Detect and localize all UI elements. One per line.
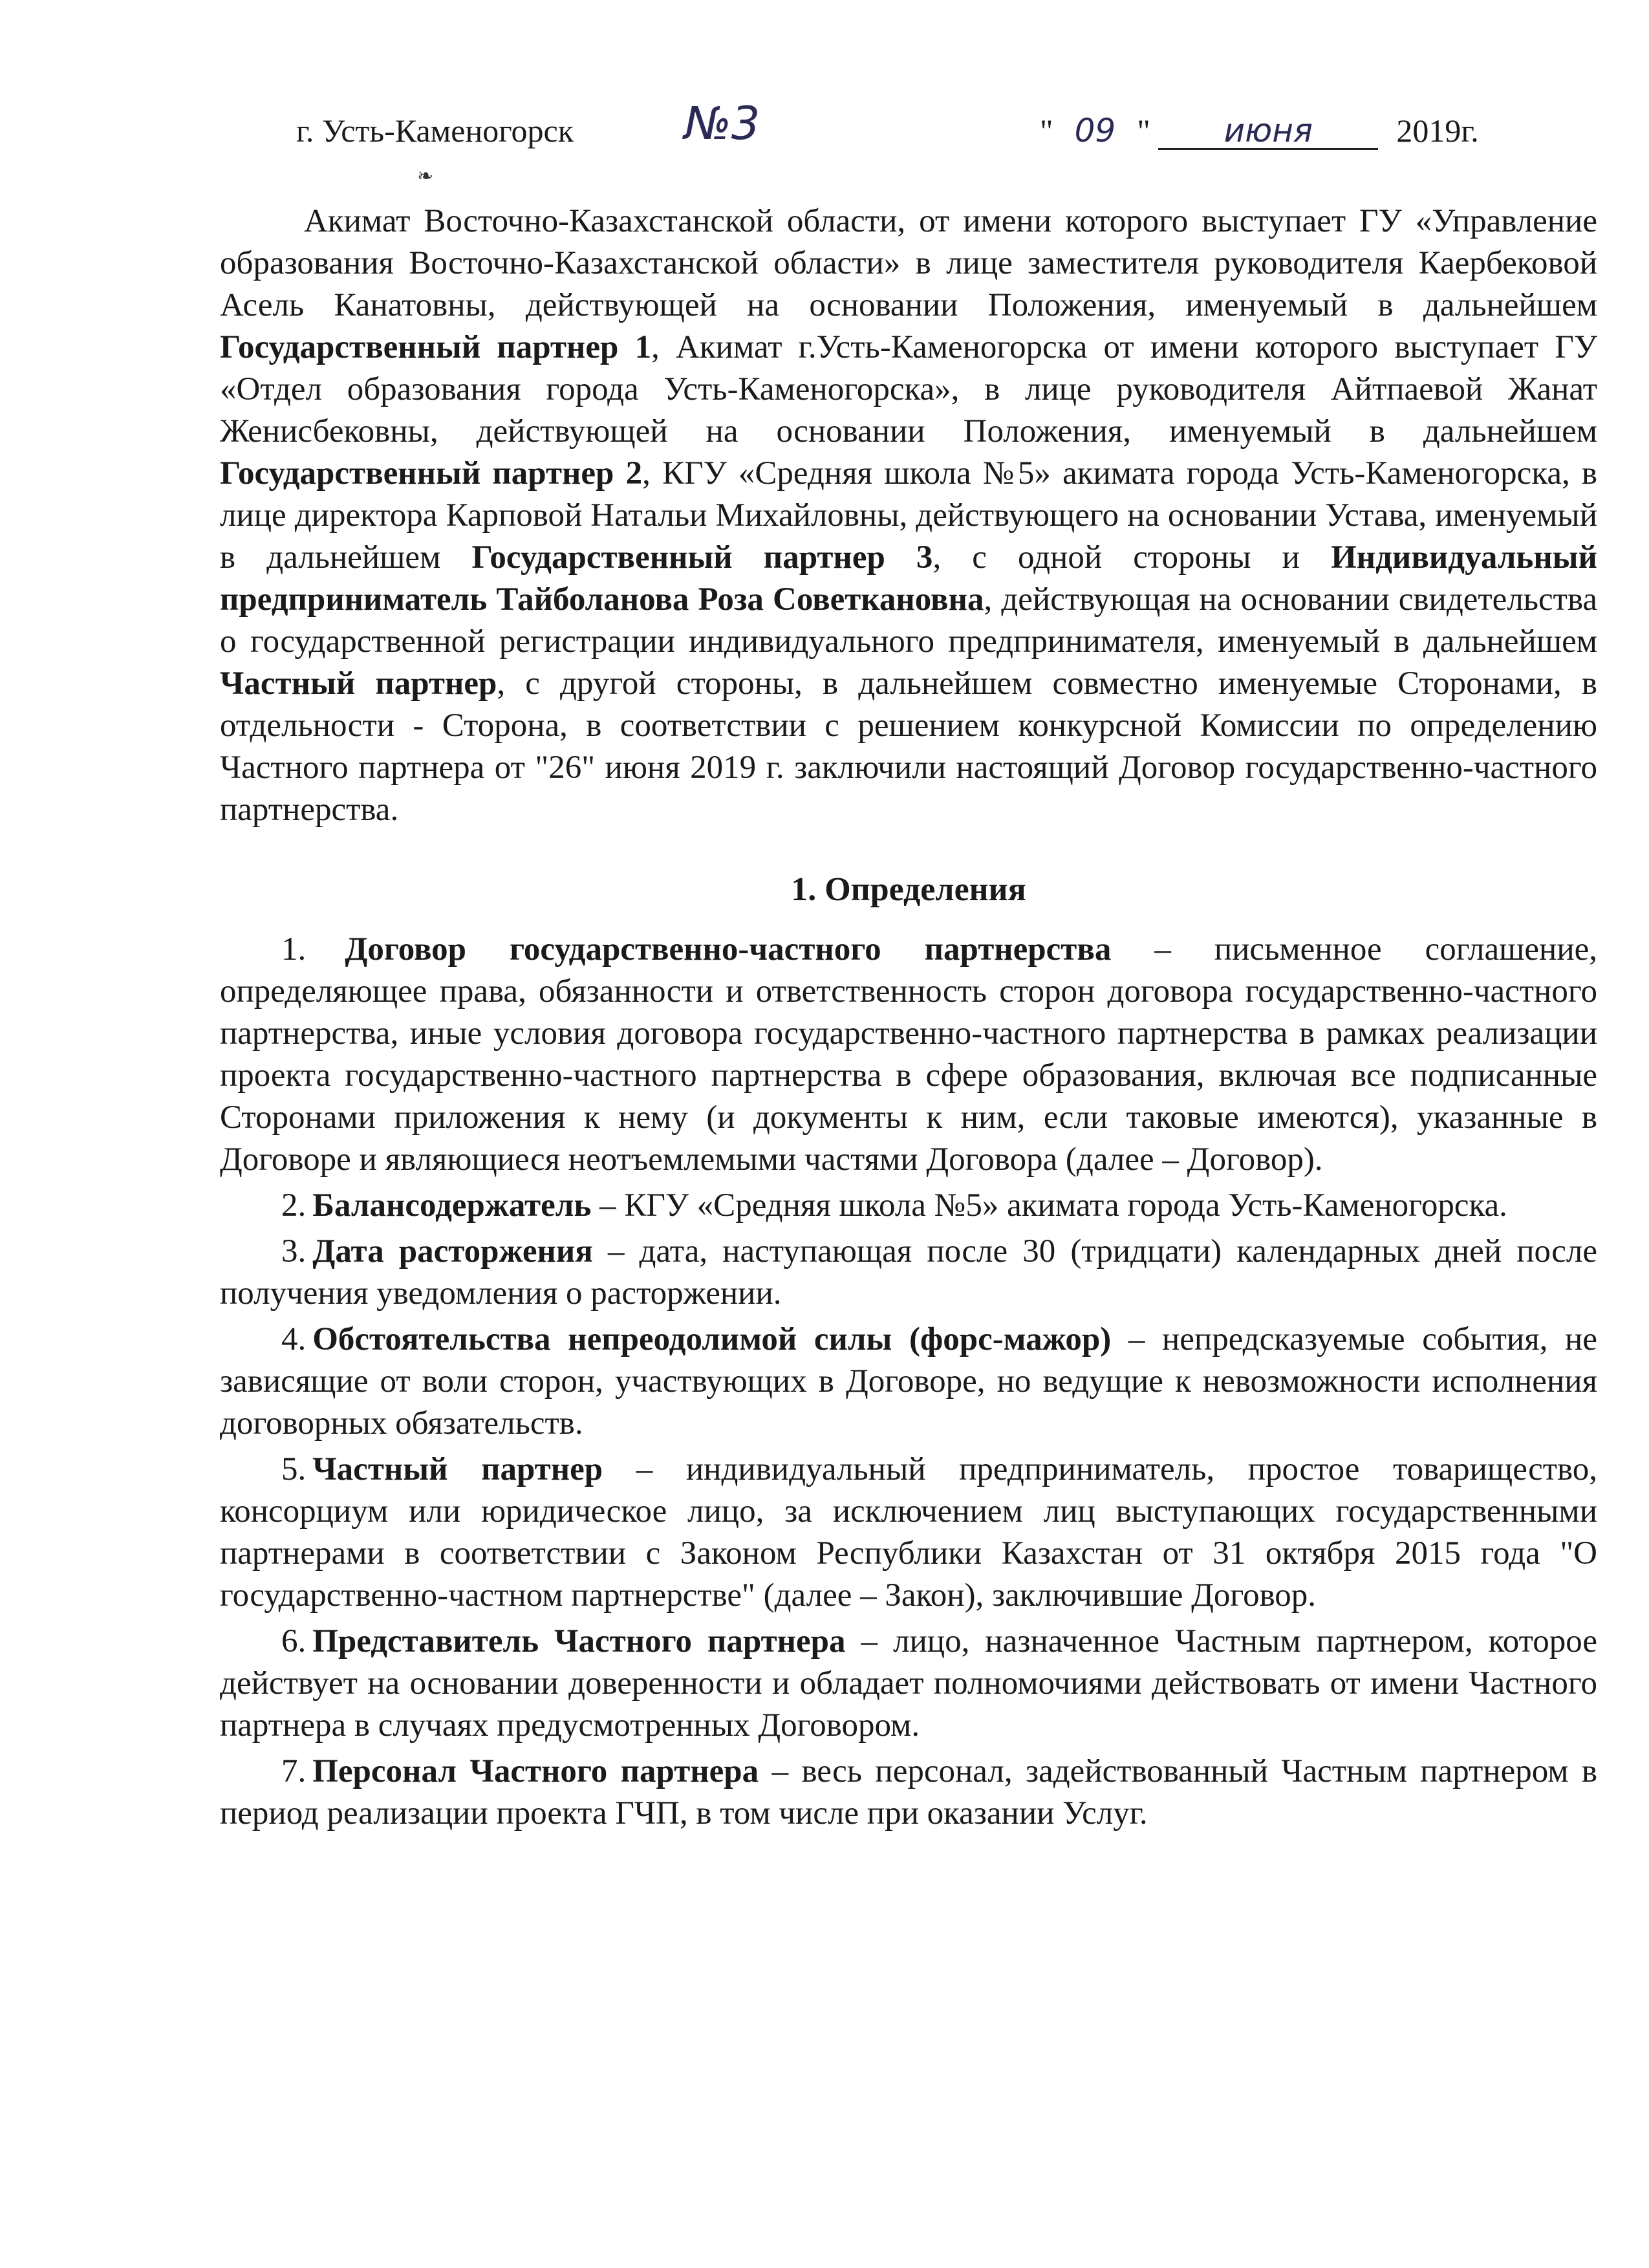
definition-term: Персонал Частного партнера xyxy=(312,1753,759,1789)
definition-item xyxy=(220,1319,1597,1445)
definition-item xyxy=(220,1621,1597,1747)
document-header xyxy=(296,97,1480,171)
party-term: Индивидуальный предприниматель Тайболанова Роза Советкановна xyxy=(220,539,1597,618)
definition-number: 4. xyxy=(281,1321,307,1357)
preamble-text: , действующая на основании свидетельства о государственной регистрации индивидуального предпринимателя, именуемый в дальнейшем xyxy=(220,581,1597,660)
handwritten-document-number: №3 xyxy=(684,97,760,150)
definition-text: – индивидуальный предприниматель, простое товарищество, консорциум или юридическое лицо, за исключением лиц выступающих государственными партнерами в соответствии с Законом Республики Казахстан от 31 октября 2015 года "О государственно-частном партнерстве" (далее – Закон), заключившие Договор. xyxy=(220,1451,1598,1614)
definition-term: Частный партнер xyxy=(312,1451,603,1487)
preamble-text: Акимат Восточно-Казахстанской области, от имени которого выступает ГУ «Управление образования Восточно-Казахстанской области» в лице заместителя руководителя Каербековой Асель Канатовны, действующей на основании Положения, именуемый в дальнейшем xyxy=(220,203,1597,323)
definition-term: Договор государственно-частного партнерства xyxy=(345,931,1112,967)
definition-item xyxy=(220,1449,1597,1617)
date-open-quote: " xyxy=(1040,113,1053,149)
date-year: 2019г. xyxy=(1396,113,1479,149)
definition-number: 3. xyxy=(281,1233,307,1269)
preamble-paragraph xyxy=(220,200,1597,831)
document-body xyxy=(220,200,1597,1835)
preamble-text: , с другой стороны, в дальнейшем совместно именуемые Сторонами, в отдельности - Сторона, в соответствии с решением конкурсной Комиссии по определению Частного партнера от "26" июня 2019 г. заключили настоящий Договор государственно-частного партнерства. xyxy=(220,665,1597,828)
definition-term: Представитель Частного партнера xyxy=(312,1623,846,1659)
definition-number: 5. xyxy=(281,1451,307,1487)
preamble-text: , КГУ «Средняя школа №5» акимата города Усть-Каменогорска, в лице директора Карповой Натальи Михайловны, действующего на основании Устава, именуемый в дальнейшем xyxy=(220,455,1597,576)
section-heading: 1. Определения xyxy=(791,871,1026,908)
definition-term: Дата расторжения xyxy=(312,1233,593,1269)
party-term: Частный партнер xyxy=(220,665,497,702)
definition-item xyxy=(220,929,1597,1181)
definition-item xyxy=(220,1185,1597,1227)
definition-text: – письменное соглашение, определяющее права, обязанности и ответственность сторон договора государственно-частного партнерства, иные условия договора государственно-частного партнерства в рамках реализации проекта государственно-частного партнерства в сфере образования, включая все подписанные Сторонами приложения к нему (и документы к ним, если таковые имеются), указанные в Договоре и являющиеся неотъемлемыми частями Договора (далее – Договор). xyxy=(220,931,1597,1178)
definition-text: – КГУ «Средняя школа №5» акимата города Усть-Каменогорска. xyxy=(591,1187,1507,1224)
definition-term: Обстоятельства непреодолимой силы (форс-мажор) xyxy=(312,1321,1112,1357)
definition-number: 6. xyxy=(281,1623,307,1659)
party-term: Государственный партнер 3 xyxy=(471,539,933,576)
definition-text: – непредсказуемые события, не зависящие от воли сторон, участвующих в Договоре, но ведущие к невозможности исполнения договорных обязательств. xyxy=(220,1321,1597,1442)
definition-number: 7. xyxy=(281,1753,307,1789)
party-term: Государственный партнер 1 xyxy=(220,329,652,365)
definition-number: 1. xyxy=(281,931,307,967)
definition-term: Балансодержатель xyxy=(312,1187,592,1224)
preamble-text: , с одной стороны и xyxy=(932,539,1331,576)
definition-text: – лицо, назначенное Частным партнером, которое действует на основании доверенности и обладает полномочиями действовать от имени Частного партнера в случаях предусмотренных Договором. xyxy=(220,1623,1597,1744)
definition-item xyxy=(220,1231,1597,1315)
definition-text: – весь персонал, задействованный Частным партнером в период реализации проекта ГЧП, в том числе при оказании Услуг. xyxy=(220,1753,1598,1831)
contract-date xyxy=(1040,112,1479,150)
definition-item xyxy=(220,1751,1597,1835)
date-close-quote: " xyxy=(1137,113,1150,149)
definition-text: – дата, наступающая после 30 (тридцати) календарных дней после получения уведомления о расторжении. xyxy=(220,1233,1597,1312)
handwritten-date-day: 09 xyxy=(1074,112,1116,149)
handwritten-date-month: июня xyxy=(1158,114,1378,150)
definition-number: 2. xyxy=(281,1187,307,1224)
party-term: Государственный партнер 2 xyxy=(220,455,643,491)
preamble-text: , Акимат г.Усть-Каменогорска от имени которого выступает ГУ «Отдел образования города Усть-Каменогорска», в лице руководителя Айтпаевой Жанат Женисбековны, действующей на основании Положения, именуемый в дальнейшем xyxy=(220,329,1597,449)
city-label: г. Усть-Каменогорск xyxy=(296,113,574,149)
ink-mark: ❧ xyxy=(417,166,434,187)
